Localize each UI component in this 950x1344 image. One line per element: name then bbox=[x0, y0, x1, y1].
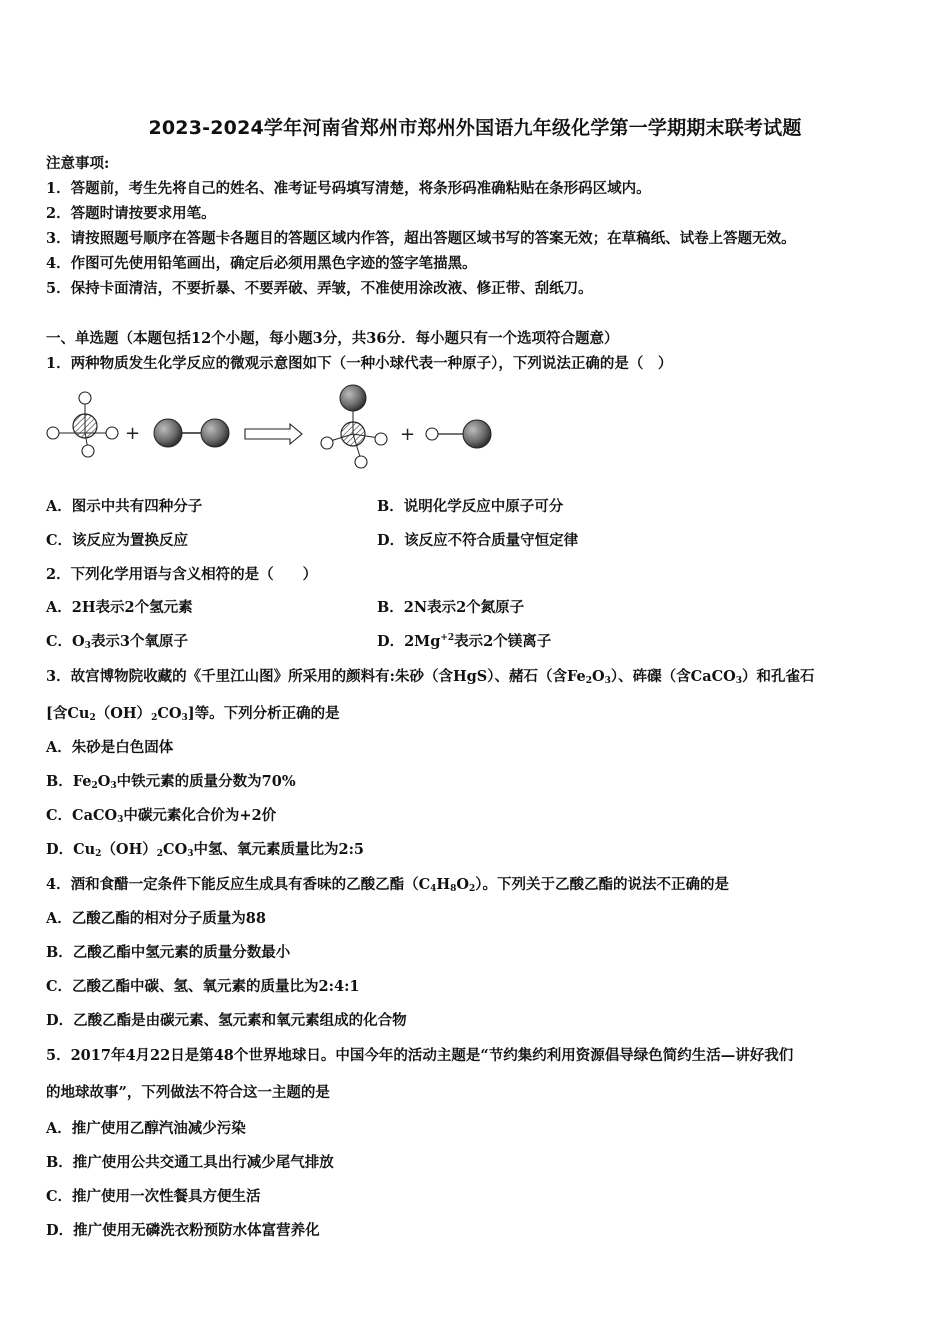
q2-option-a: A．2H表示2个氢元素 bbox=[46, 599, 193, 616]
q4-stem: 4．酒和食醋一定条件下能反应生成具有香味的乙酸乙酯$(C_4H_8O_2)$。下列关于乙酸乙酯的说法不正确的是 bbox=[46, 876, 730, 894]
q3-stem-line2: [含$Cu_2(OH)_2CO_3$]等。下列分析正确的是 bbox=[46, 705, 340, 723]
q1-option-b: B．说明化学反应中原子可分 bbox=[377, 498, 564, 515]
q2-option-d: D．$2Mg^{+2}$表示2个镁离子 bbox=[377, 633, 552, 650]
q5-option-d: D．推广使用无磷洗衣粉预防水体富营养化 bbox=[46, 1222, 320, 1239]
q4-option-d: D．乙酸乙酯是由碳元素、氢元素和氧元素组成的化合物 bbox=[46, 1012, 407, 1029]
notice-item-4: 4．作图可先使用铅笔画出，确定后必须用黑色字迹的签字笔描黑。 bbox=[46, 255, 477, 272]
reaction-diagram bbox=[40, 382, 500, 472]
notice-heading: 注意事项: bbox=[46, 155, 110, 172]
product-molecule-1 bbox=[321, 385, 387, 468]
notice-item-1: 1．答题前，考生先将自己的姓名、准考证号码填写清楚，将条形码准确粘贴在条形码区域内。 bbox=[46, 180, 651, 197]
q3-option-d: D．$Cu_2(OH)_2CO_3$中氢、氧元素质量比为2:5 bbox=[46, 841, 365, 859]
q3-stem-line1: 3．故宫博物院收藏的《千里江山图》所采用的颜料有:朱砂（含HgS）、赭石（含$Fe_2O_3$）、砗磲（含CaCO$_3$）和孔雀石 bbox=[46, 668, 815, 686]
q2-stem: 2．下列化学用语与含义相符的是（ ） bbox=[46, 566, 318, 583]
notice-item-2: 2．答题时请按要求用笔。 bbox=[46, 205, 216, 222]
q1-option-c: C．该反应为置换反应 bbox=[46, 532, 189, 549]
q2-option-b: B．2N表示2个氮原子 bbox=[377, 599, 525, 616]
notice-item-3: 3．请按照题号顺序在答题卡各题目的答题区域内作答，超出答题区域书写的答案无效；在草稿纸、试卷上答题无效。 bbox=[46, 230, 796, 247]
q4-option-a: A．乙酸乙酯的相对分子质量为88 bbox=[46, 910, 266, 927]
q1-option-d: D．该反应不符合质量守恒定律 bbox=[377, 532, 579, 549]
q5-stem-line1: 5．2017年4月22日是第48个世界地球日。中国今年的活动主题是“节约集约利用资源倡导绿色简约生活—讲好我们 bbox=[46, 1047, 794, 1064]
page-title: 2023-2024学年河南省郑州市郑州外国语九年级化学第一学期期末联考试题 bbox=[148, 117, 802, 139]
reactant-molecule-2 bbox=[154, 419, 229, 447]
notice-item-5: 5．保持卡面清洁，不要折暴、不要弄破、弄皱，不准使用涂改液、修正带、刮纸刀。 bbox=[46, 280, 593, 297]
q1-option-a: A．图示中共有四种分子 bbox=[46, 498, 203, 515]
reaction-arrow-icon bbox=[245, 424, 302, 444]
reactant-molecule-1 bbox=[47, 392, 118, 457]
q5-option-b: B．推广使用公共交通工具出行减少尾气排放 bbox=[46, 1154, 334, 1171]
q3-option-b: B．$Fe_2O_3$中铁元素的质量分数为70% bbox=[46, 773, 296, 791]
q3-option-a: A．朱砂是白色固体 bbox=[46, 739, 174, 756]
q4-option-b: B．乙酸乙酯中氢元素的质量分数最小 bbox=[46, 944, 291, 961]
q2-option-c: C．$O_3$表示3个氧原子 bbox=[46, 633, 189, 651]
q4-option-c: C．乙酸乙酯中碳、氢、氧元素的质量比为2:4:1 bbox=[46, 978, 360, 995]
plus-sign-2: + bbox=[400, 424, 416, 445]
q5-stem-line2: 的地球故事”，下列做法不符合这一主题的是 bbox=[46, 1084, 330, 1101]
q5-option-c: C．推广使用一次性餐具方便生活 bbox=[46, 1188, 261, 1205]
plus-sign-1: + bbox=[125, 423, 141, 444]
q1-stem: 1．两种物质发生化学反应的微观示意图如下（一种小球代表一种原子），下列说法正确的是（ ） bbox=[46, 355, 673, 372]
q5-option-a: A．推广使用乙醇汽油减少污染 bbox=[46, 1120, 246, 1137]
section-heading: 一、单选题（本题包括12个小题，每小题3分，共36分．每小题只有一个选项符合题意） bbox=[46, 330, 619, 347]
product-molecule-2 bbox=[426, 420, 491, 448]
q3-option-c: C．CaCO$_3$中碳元素化合价为+2价 bbox=[46, 807, 277, 825]
